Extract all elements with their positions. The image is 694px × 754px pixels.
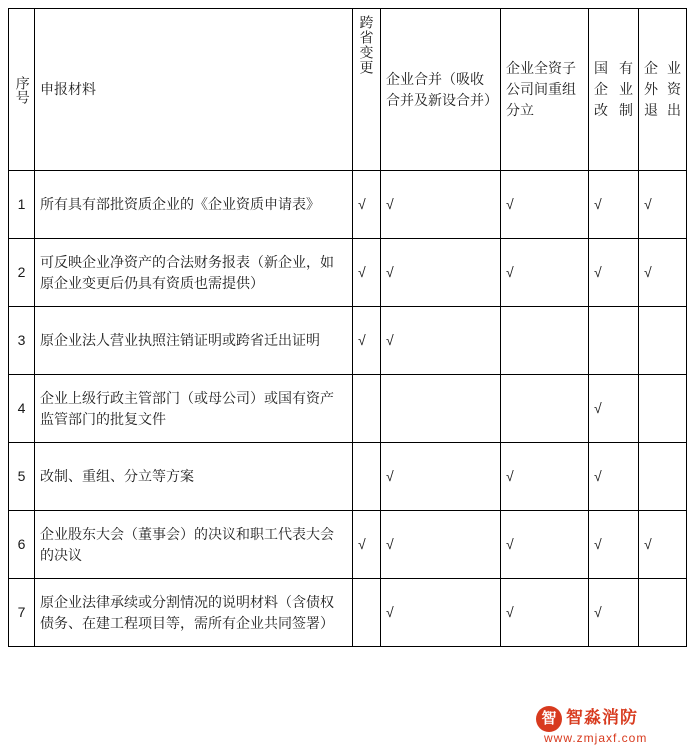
row-material: 企业上级行政主管部门（或母公司）或国有资产监管部门的批复文件 <box>35 375 353 443</box>
cell-mark: √ <box>589 239 639 307</box>
table-row <box>9 443 687 511</box>
cell-mark: √ <box>353 511 381 579</box>
cell-mark: √ <box>589 375 639 443</box>
cell-mark <box>353 579 381 647</box>
header-column-1 <box>381 9 501 171</box>
row-material: 可反映企业净资产的合法财务报表（新企业，如原企业变更后仍具有资质也需提供） <box>35 239 353 307</box>
row-seq: 5 <box>9 443 35 511</box>
row-seq: 6 <box>9 511 35 579</box>
cell-mark: √ <box>501 579 589 647</box>
cell-mark: √ <box>381 239 501 307</box>
row-seq: 1 <box>9 171 35 239</box>
cell-mark: √ <box>353 307 381 375</box>
header-column-2-label: 企业全资子公司间重组分立 <box>506 60 576 118</box>
row-seq: 3 <box>9 307 35 375</box>
header-material <box>35 9 353 171</box>
row-material: 原企业法人营业执照注销证明或跨省迁出证明 <box>35 307 353 375</box>
row-material: 所有具有部批资质企业的《企业资质申请表》 <box>35 171 353 239</box>
header-column-1-label: 企业合并（吸收合并及新设合并） <box>386 70 498 108</box>
header-column-0 <box>353 9 381 171</box>
row-seq: 7 <box>9 579 35 647</box>
cell-mark <box>353 443 381 511</box>
cell-mark: √ <box>501 239 589 307</box>
header-column-4 <box>639 9 687 171</box>
cell-mark: √ <box>501 511 589 579</box>
cell-mark: √ <box>501 171 589 239</box>
requirements-matrix-table <box>8 8 686 647</box>
cell-mark: √ <box>589 579 639 647</box>
table-row <box>9 171 687 239</box>
cell-mark: √ <box>381 579 501 647</box>
cell-mark: √ <box>381 443 501 511</box>
row-material: 原企业法律承续或分割情况的说明材料（含债权债务、在建工程项目等，需所有企业共同签署） <box>35 579 353 647</box>
header-column-0-label: 跨省变更 <box>358 14 375 75</box>
header-material-label: 申报材料 <box>40 81 96 97</box>
table-row <box>9 307 687 375</box>
cell-mark: √ <box>589 511 639 579</box>
header-seq <box>9 9 35 171</box>
watermark <box>536 706 686 748</box>
row-material: 企业股东大会（董事会）的决议和职工代表大会的决议 <box>35 511 353 579</box>
cell-mark <box>381 375 501 443</box>
table-row <box>9 579 687 647</box>
cell-mark: √ <box>381 511 501 579</box>
matrix <box>8 8 687 647</box>
cell-mark: √ <box>353 171 381 239</box>
cell-mark: √ <box>381 307 501 375</box>
cell-mark: √ <box>639 171 687 239</box>
header-column-3-label: 国有企业改制 <box>594 60 633 118</box>
cell-mark: √ <box>639 511 687 579</box>
header-column-4-label: 企业外资退出 <box>644 60 681 118</box>
row-seq: 2 <box>9 239 35 307</box>
cell-mark: √ <box>353 239 381 307</box>
row-seq: 4 <box>9 375 35 443</box>
table-header <box>9 9 687 171</box>
cell-mark <box>639 307 687 375</box>
watermark-url: www.zmjaxf.com <box>544 731 648 745</box>
cell-mark <box>501 307 589 375</box>
cell-mark <box>501 375 589 443</box>
header-seq-label: 序号 <box>14 75 31 104</box>
table-row <box>9 511 687 579</box>
cell-mark <box>589 307 639 375</box>
cell-mark: √ <box>381 171 501 239</box>
table-row <box>9 239 687 307</box>
cell-mark: √ <box>589 443 639 511</box>
cell-mark: √ <box>639 239 687 307</box>
cell-mark: √ <box>589 171 639 239</box>
cell-mark: √ <box>501 443 589 511</box>
cell-mark <box>353 375 381 443</box>
cell-mark <box>639 443 687 511</box>
table-row <box>9 375 687 443</box>
watermark-title: 智淼消防 <box>566 708 638 727</box>
header-column-3 <box>589 9 639 171</box>
header-column-2 <box>501 9 589 171</box>
cell-mark <box>639 579 687 647</box>
table-body <box>9 171 687 647</box>
row-material: 改制、重组、分立等方案 <box>35 443 353 511</box>
watermark-logo-icon: 智 <box>536 706 562 732</box>
header-row <box>9 9 687 171</box>
cell-mark <box>639 375 687 443</box>
